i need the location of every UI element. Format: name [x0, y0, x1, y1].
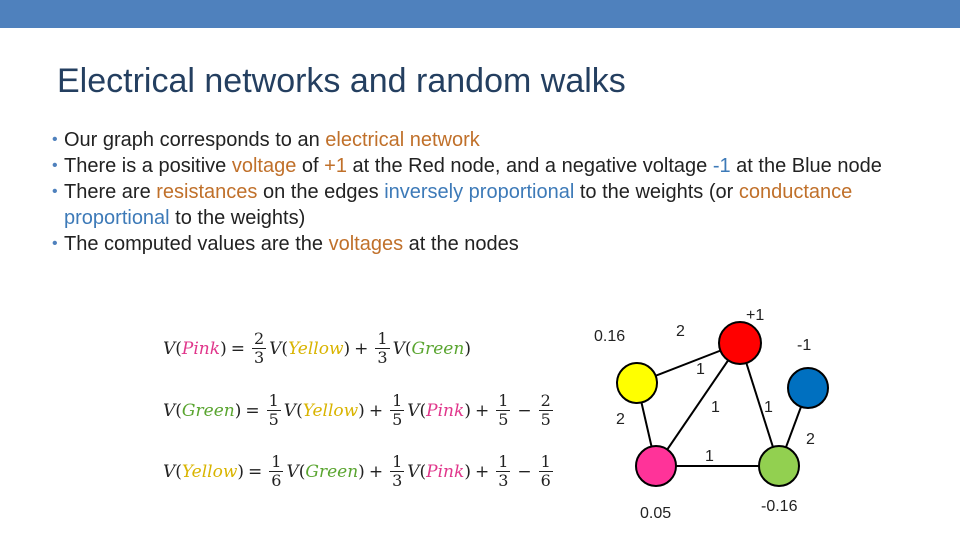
- fraction: $\frac{1}{3}$: [498, 452, 509, 490]
- bullet-text: proportional: [64, 207, 170, 229]
- weight-pink-green: 1: [705, 448, 714, 465]
- bullet-dot: •: [52, 131, 58, 148]
- v-symbol: V: [163, 338, 176, 359]
- bullet-text: electrical network: [325, 129, 480, 151]
- bullet-text: to the weights (or: [574, 181, 739, 203]
- bullet-text: voltages: [328, 233, 404, 255]
- weight-center: 1: [696, 361, 705, 378]
- equation-pink: V ( Pink ) = $\frac{2}{3}$ V ( Yellow ) + $\frac{1}{3}$ V ( Green ): [163, 329, 471, 367]
- var-yellow: Yellow: [288, 338, 344, 359]
- bullet-dot: •: [52, 157, 58, 174]
- node-yellow: [617, 363, 657, 403]
- fraction: $\frac{1}{3}$: [377, 329, 388, 367]
- equation-green: V ( Green ) = $\frac{1}{5}$ V ( Yellow ) + $\frac{1}{5}$ V ( Pink ) + $\frac{1}{5}$ − $\frac{2}{5}$: [163, 391, 551, 429]
- bullet-text: There is a positive: [64, 155, 232, 177]
- equation-yellow: V ( Yellow ) = $\frac{1}{6}$ V ( Green ) + $\frac{1}{3}$ V ( Pink ) + $\frac{1}{3}$ − $\frac{1}{6}$: [163, 452, 551, 490]
- fraction: $\frac{2}{3}$: [253, 329, 265, 367]
- bullet-text: of: [296, 155, 325, 177]
- bullet-text: inversely proportional: [384, 181, 575, 203]
- bullet-text: +1: [324, 155, 347, 177]
- var-pink: Pink: [181, 338, 221, 359]
- node-blue: [788, 368, 828, 408]
- fraction: $\frac{1}{5}$: [498, 391, 509, 429]
- bullet-text: Our graph corresponds to an: [64, 129, 326, 151]
- plus-sign: +: [354, 338, 369, 359]
- weight-red-pink: 1: [711, 399, 720, 416]
- bullet-text: at the Red node, and a negative voltage: [346, 155, 713, 177]
- voltage-red: +1: [746, 307, 765, 324]
- bullet-text: at the Blue node: [730, 155, 882, 177]
- var-green: Green: [411, 338, 465, 359]
- bullet-text: on the edges: [257, 181, 385, 203]
- node-red: [719, 322, 761, 364]
- weight-red-green: 1: [764, 399, 773, 416]
- minus-sign: −: [517, 400, 532, 421]
- weight-yellow-red: 2: [676, 323, 685, 340]
- bullet-text: voltage: [231, 155, 297, 177]
- fraction: $\frac{1}{3}$: [392, 452, 403, 490]
- bullet-text: -1: [712, 155, 731, 177]
- bullet-dot: •: [52, 235, 58, 252]
- bullet-text: resistances: [156, 181, 258, 203]
- slide-title: Electrical networks and random walks: [57, 62, 626, 100]
- bullet-dot: •: [52, 183, 58, 200]
- var-pink: Pink: [426, 400, 465, 421]
- equals-sign: =: [230, 338, 245, 359]
- weight-blue-green: 2: [806, 431, 815, 448]
- voltage-yellow: 0.16: [594, 328, 626, 345]
- weight-yellow-pink: 2: [616, 411, 625, 428]
- node-green: [759, 446, 799, 486]
- var-yellow: Yellow: [302, 400, 359, 421]
- fraction: $\frac{1}{5}$: [392, 391, 403, 429]
- bullet-text: There are: [64, 181, 157, 203]
- bullet-text: at the nodes: [403, 233, 519, 255]
- var-yellow: Yellow: [181, 461, 238, 482]
- voltage-green: -0.16: [761, 498, 798, 515]
- node-pink: [636, 446, 676, 486]
- bullet-text: The computed values are the: [64, 233, 329, 255]
- fraction: $\frac{2}{5}$: [540, 391, 551, 429]
- var-green: Green: [305, 461, 359, 482]
- var-pink: Pink: [426, 461, 465, 482]
- voltage-pink: 0.05: [640, 505, 672, 522]
- var-green: Green: [181, 400, 235, 421]
- fraction: $\frac{1}{6}$: [540, 452, 551, 490]
- fraction: $\frac{1}{5}$: [268, 391, 279, 429]
- bullet-text: to the weights): [169, 207, 306, 229]
- voltage-blue: -1: [797, 337, 812, 354]
- bullet-text: conductance: [738, 181, 853, 203]
- fraction: $\frac{1}{6}$: [271, 452, 282, 490]
